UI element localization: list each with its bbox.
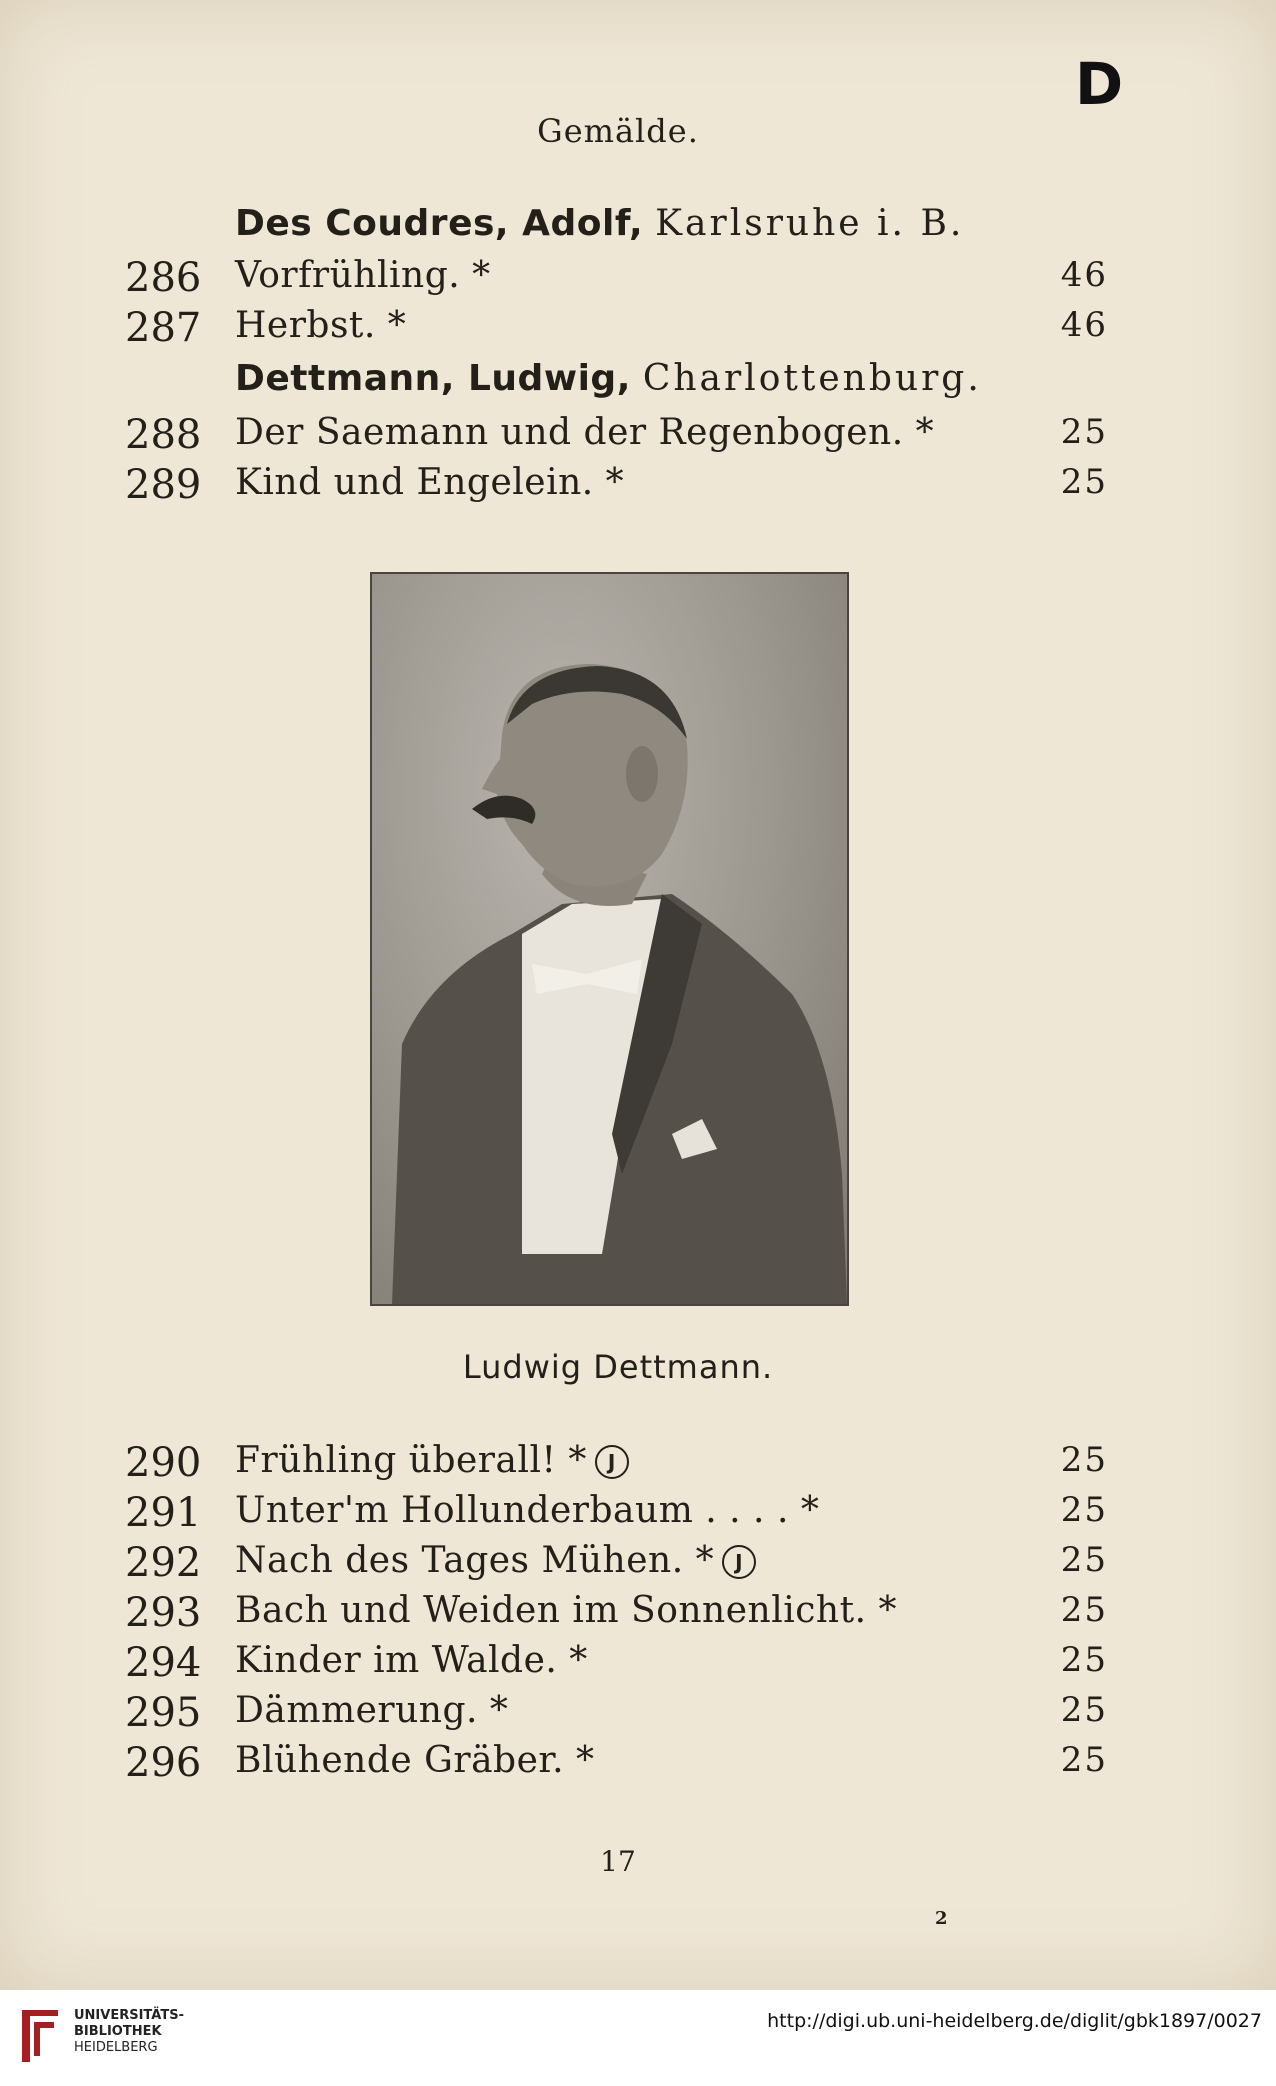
entry-price: 25 xyxy=(1060,1540,1108,1580)
entry-price: 25 xyxy=(1060,1740,1108,1780)
artist-city: Charlottenburg. xyxy=(642,358,982,399)
corner-letter: D xyxy=(1075,50,1124,118)
digitization-footer xyxy=(0,1990,1276,2086)
signature-mark: 2 xyxy=(935,1908,948,1929)
entry-title: Kinder im Walde. * xyxy=(235,1640,588,1681)
entry-price: 46 xyxy=(1060,255,1108,295)
portrait-illustration xyxy=(372,574,847,1304)
entry-title: Bach und Weiden im Sonnenlicht. * xyxy=(235,1590,897,1631)
entry-number: 288 xyxy=(125,412,202,458)
library-name xyxy=(74,2008,184,2056)
catalog-entry xyxy=(0,1490,1276,1540)
entry-price: 25 xyxy=(1060,412,1108,452)
artist-name: Dettmann, Ludwig, xyxy=(235,358,631,399)
entry-number: 290 xyxy=(125,1440,202,1486)
entry-price: 25 xyxy=(1060,1490,1108,1530)
artist-heading xyxy=(0,358,1276,408)
catalog-entry xyxy=(0,1690,1276,1740)
entry-price: 25 xyxy=(1060,1590,1108,1630)
catalog-entry xyxy=(0,1740,1276,1790)
catalog-entry xyxy=(0,462,1276,512)
catalog-entry xyxy=(0,1590,1276,1640)
entry-title: Nach des Tages Mühen. * xyxy=(235,1540,715,1581)
entry-number: 292 xyxy=(125,1540,202,1586)
entry-number: 289 xyxy=(125,462,202,508)
library-name-line: UNIVERSITÄTS- xyxy=(74,2008,184,2023)
entry-title: Frühling überall! * xyxy=(235,1440,587,1481)
entry-price: 25 xyxy=(1060,462,1108,502)
library-name-line: BIBLIOTHEK xyxy=(74,2024,162,2039)
entry-price: 25 xyxy=(1060,1690,1108,1730)
j-mark-icon: J xyxy=(595,1445,629,1479)
entry-title: Dämmerung. * xyxy=(235,1690,509,1731)
entry-number: 287 xyxy=(125,305,202,351)
catalog-entry xyxy=(0,1440,1276,1490)
library-name-line: HEIDELBERG xyxy=(74,2040,158,2055)
entry-number: 293 xyxy=(125,1590,202,1636)
j-mark-icon: J xyxy=(722,1545,756,1579)
catalog-entry xyxy=(0,305,1276,355)
entry-title: Blühende Gräber. * xyxy=(235,1740,595,1781)
library-logo-icon xyxy=(14,2002,66,2068)
source-url[interactable]: http://digi.ub.uni-heidelberg.de/diglit/gbk1897/0027 xyxy=(767,2010,1262,2032)
entry-price: 46 xyxy=(1060,305,1108,345)
portrait-photo xyxy=(370,572,849,1306)
entry-number: 296 xyxy=(125,1740,202,1786)
entry-title: Vorfrühling. * xyxy=(235,255,491,296)
catalog-entry xyxy=(0,1640,1276,1690)
entry-price: 25 xyxy=(1060,1640,1108,1680)
entry-number: 295 xyxy=(125,1690,202,1736)
entry-price: 25 xyxy=(1060,1440,1108,1480)
portrait-caption: Ludwig Dettmann. xyxy=(462,1348,774,1386)
page-header: Gemälde. xyxy=(537,112,699,150)
entry-title: Der Saemann und der Regenbogen. * xyxy=(235,412,935,453)
entry-number: 291 xyxy=(125,1490,202,1536)
artist-heading xyxy=(0,203,1276,253)
entry-title: Kind und Engelein. * xyxy=(235,462,625,503)
catalog-entry xyxy=(0,1540,1276,1590)
entry-title: Unter'm Hollunderbaum . . . . * xyxy=(235,1490,820,1531)
page-number: 17 xyxy=(600,1845,636,1878)
artist-name: Des Coudres, Adolf, xyxy=(235,203,644,244)
catalog-entry xyxy=(0,255,1276,305)
catalog-entry xyxy=(0,412,1276,462)
entry-number: 286 xyxy=(125,255,202,301)
entry-title: Herbst. * xyxy=(235,305,407,346)
entry-number: 294 xyxy=(125,1640,202,1686)
artist-city: Karlsruhe i. B. xyxy=(655,203,965,244)
